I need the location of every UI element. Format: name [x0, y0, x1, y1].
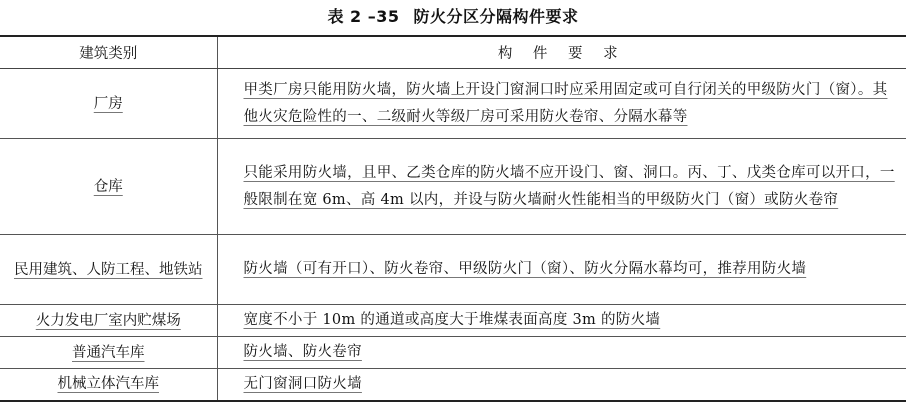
- table-header-row: [0, 36, 906, 69]
- building-category-text: 民用建筑、人防工程、地铁站: [14, 261, 203, 278]
- requirement-text: 只能采用防火墙，且甲、乙类仓库的防火墙不应开设门、窗、洞口。丙、丁、戊类仓库可以开口，一般限制在宽 6m、高 4m 以内，并设与防火墙耐火性能相当的甲级防火门（窗）或防火卷帘: [243, 164, 895, 208]
- table-row: [0, 337, 906, 369]
- table-row: [0, 369, 906, 401]
- table-row: [0, 235, 906, 305]
- table-caption: 防火分区分隔构件要求: [413, 7, 579, 26]
- building-category-text: 机械立体汽车库: [57, 376, 159, 393]
- building-category-text: 仓库: [93, 178, 123, 195]
- requirement-cell: [217, 369, 906, 401]
- column-header-component-requirement: 构 件 要 求: [217, 36, 906, 69]
- table-row: [0, 305, 906, 337]
- building-category-cell: [0, 139, 217, 235]
- requirement-cell: [217, 139, 906, 235]
- building-category-text: 普通汽车库: [72, 344, 145, 361]
- requirement-text: 防火墙、防火卷帘: [243, 344, 362, 360]
- requirement-cell: [217, 235, 906, 305]
- building-category-text: 火力发电厂室内贮煤场: [35, 312, 181, 329]
- requirement-cell: [217, 305, 906, 337]
- requirement-cell: [217, 69, 906, 139]
- building-category-cell: [0, 369, 217, 401]
- table-row: [0, 139, 906, 235]
- table-row: [0, 69, 906, 139]
- building-category-cell: [0, 337, 217, 369]
- building-category-text: 厂房: [93, 95, 123, 112]
- table-number: 表 2 –35: [327, 7, 400, 26]
- requirement-cell: [217, 337, 906, 369]
- requirement-text: 防火墙（可有开口）、防火卷帘、甲级防火门（窗）、防火分隔水幕均可，推荐用防火墙: [243, 261, 807, 277]
- requirement-text: 无门窗洞口防火墙: [243, 375, 362, 392]
- requirement-text: 宽度不小于 10m 的通道或高度大于堆煤表面高度 3m 的防火墙: [243, 312, 661, 328]
- column-header-building-category: 建筑类别: [0, 36, 217, 69]
- building-category-cell: [0, 235, 217, 305]
- fire-compartment-separation-table: [0, 35, 906, 402]
- requirement-text: 甲类厂房只能用防火墙，防火墙上开设门窗洞口时应采用固定或可自行闭关的甲级防火门（窗）。其他火灾危险性的一、二级耐火等级厂房可采用防火卷帘、分隔水幕等: [243, 81, 888, 125]
- building-category-cell: [0, 305, 217, 337]
- building-category-cell: [0, 69, 217, 139]
- table-title: [0, 6, 906, 28]
